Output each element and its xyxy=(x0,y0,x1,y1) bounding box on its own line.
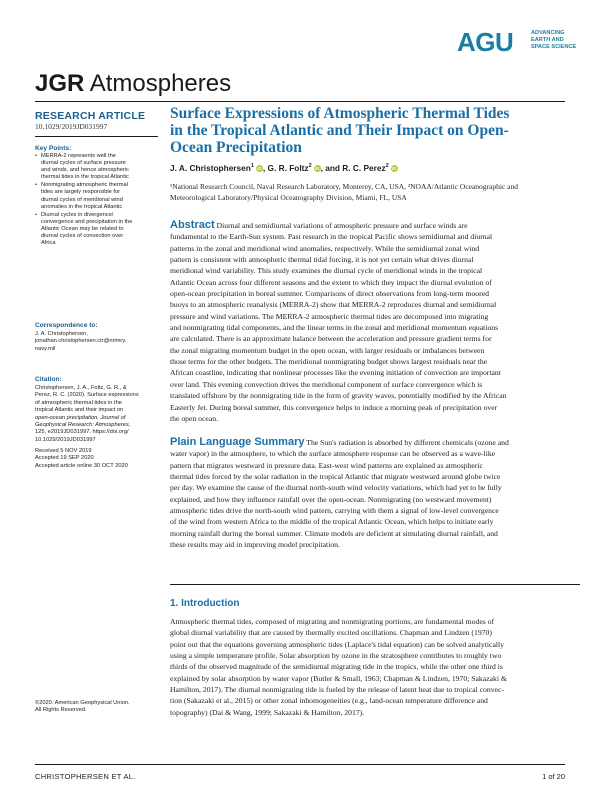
running-author-footer: CHRISTOPHERSEN ET AL. xyxy=(35,772,136,781)
pls-heading: Plain Language Summary xyxy=(170,436,305,448)
author-list: J. A. Christophersen$^1$ iD, G. R. Foltz$^2$ iD, and R. C. Perez$^2$ iD xyxy=(170,163,397,173)
page-number: 1 of 20 xyxy=(542,772,565,781)
citation-text: Christophersen, J. A., Foltz, G. R., & Perez, R. C. (2020). Surface expressions of atmospheric thermal tides in the tropical Atlantic and their impact on open-ocean precipitation. Journal of Geophysical Research: Atmospheres, 125, e2019JD031997. https://doi.org/ 10.1029/2019JD031997 xyxy=(35,385,139,443)
affiliations: ¹National Research Council, Naval Research Laboratory, Monterey, CA, USA, ²NOAA/Atlantic Oceanographic and Meteorological Laboratory/Physical Oceanography Division, Miami, FL, USA xyxy=(170,182,518,202)
section-heading-introduction: 1. Introduction xyxy=(170,598,240,609)
section-rule xyxy=(170,584,580,585)
plain-language-summary: Plain Language Summary The Sun's radiation is absorbed by different chemicals (ozone and water vapor) in the atmosphere, to which the surface atmosphere response can be observed as a wave-like pattern that migrates westward in pressure data. East-west wind patterns are explained as atmospheric thermal tides forced by the solar radiation in the tropical Atlantic that migrate westward around globe twice per day. We examine the cause of the diurnal north-south wind velocity variations, which had yet to be fully explained, and how they influence rainfall over the open-ocean. Nonmigrating (no westward movement) atmospheric tides drive the north-south wind pattern, carrying with them a signal of low-level convergence of the wind from western Africa to the middle of the tropical Atlantic Ocean, which helps to initiate early morning rainfall during the boreal summer. Climate models are deficient at simulating diurnal rainfall, and these results may aid in improving model precipitation. xyxy=(170,436,509,550)
key-point: • MERRA-2 represents well the diurnal cycles of surface pressure and winds, and hence atmospheric thermal tides in the tropical Atlantic xyxy=(35,153,155,181)
introduction-paragraph: Atmospheric thermal tides, composed of migrating and nonmigrating portions, are fundamental modes of global diurnal variability that are caused by thermally excited oscillations. Chapman and Lindzen (1970) point out that the equations governing atmospheric tides (Laplace's tidal equation) can be solved analytically using a simple temperature profile. Solar absorption by ozone in the stratosphere contributes to roughly two thirds of the observed magnitude of the semidiurnal migrating tide in the tropics, while the other one third is explained by solar absorption by water vapor (Butler & Small, 1963; Chapman & Lindzen, 1970; Sakazaki & Hamilton, 2017). The diurnal nonmigrating tide is fueled by the release of latent heat due to tropical convec- tion (Sakazaki et al., 2015) or other zonal inhomogeneities (e.g., land-ocean temperature difference and topography) (Dai & Wang, 1999; Sakazaki & Hamilton, 2017). xyxy=(170,617,507,717)
key-points-heading: Key Points: xyxy=(35,145,72,152)
orcid-icon[interactable]: iD xyxy=(314,166,320,171)
correspondence-heading: Correspondence to: xyxy=(35,322,98,329)
correspondence-text: J. A. Christophersen, jonathan.christophersen.ctr@nrlmry. navy.mil xyxy=(35,331,159,353)
author-name: G. R. Foltz xyxy=(267,163,309,173)
sidebar-rule xyxy=(35,136,158,137)
correspondence-email[interactable]: jonathan.christophersen.ctr@nrlmry. xyxy=(35,338,127,345)
author-name: R. C. Perez xyxy=(342,163,386,173)
citation-heading: Citation: xyxy=(35,376,62,383)
abstract: Abstract Diurnal and semidiurnal variations of atmospheric pressure and surface winds are fundamental to the Earth-Sun system. Past research in the tropical Pacific shows semidiurnal and diurnal patterns in the zonal and meridional wind anomalies, respectively. While the semidiurnal zonal wind pattern is consistent with atmospheric thermal tidal forcing, it is not yet certain what drives diurnal meridional wind variability. This study examines the diurnal cycle of meridional winds in the tropical Atlantic Ocean across four different seasons and the extent to which they impact the diurnal evolution of open-ocean precipitation in boreal summer. Comparisons of direct observations from long-term moored buoys to an atmospheric reanalysis (MERRA-2) show that MERRA-2 reproduces diurnal and semidiurnal pressure and wind variations. The MERRA-2 atmospheric thermal tides are decomposed into migrating and nonmigrating tidal components, and the linear terms in the zonal and meridional momentum equations are calculated. There is an approximate balance between the acceleration and pressure gradient terms for the zonal migrating momentum budget in the open ocean, with larger residuals or imbalances between those terms for the other budgets. The meridional nonmigrating budget shows largest residuals near the African coastline, indicating that nonlinear processes like the evening initiation of convection are important over land. This evening convection drives the meridional component of surface convergence which is translated offshore by the nonmigrating tide in the form of gravity waves, potentially modified by the African Easterly Jet. During boreal summer, this convergence helps to induce a morning peak of precipitation over the open ocean. xyxy=(170,219,507,423)
footer-rule xyxy=(35,764,565,765)
agu-logo xyxy=(457,27,587,57)
agu-logo-word: AGU xyxy=(457,27,514,57)
copyright-notice: ©2020. American Geophysical Union. All Rights Reserved. xyxy=(35,700,130,714)
article-doi: 10.1029/2019JD031997 xyxy=(35,122,108,131)
article-title: Surface Expressions of Atmospheric Thermal Tides in the Tropical Atlantic and Their Impact on Open- Ocean Precipitation xyxy=(170,105,510,156)
article-type: RESEARCH ARTICLE xyxy=(35,110,146,122)
key-point: • Diurnal cycles in divergence/ convergence and precipitation in the Atlantic Ocean may be related to diurnal cycles of convection over Africa xyxy=(35,212,155,247)
key-points-list xyxy=(35,153,155,248)
agu-logo-tagline: ADVANCING EARTH AND SPACE SCIENCE xyxy=(531,30,577,50)
header-rule xyxy=(35,101,565,102)
article-dates: Received 5 NOV 2019 Accepted 19 SEP 2020 Accepted article online 30 OCT 2020 xyxy=(35,448,128,469)
orcid-icon[interactable]: iD xyxy=(391,166,397,171)
key-point: • Nonmigrating atmospheric thermal tides are largely responsible for diurnal cycles of meridional wind anomalies in the tropical Atlantic xyxy=(35,182,155,210)
journal-name: JGR Atmospheres xyxy=(35,70,232,97)
orcid-icon[interactable]: iD xyxy=(257,166,262,171)
abstract-heading: Abstract xyxy=(170,219,215,231)
author-name: J. A. Christophersen xyxy=(170,163,251,173)
